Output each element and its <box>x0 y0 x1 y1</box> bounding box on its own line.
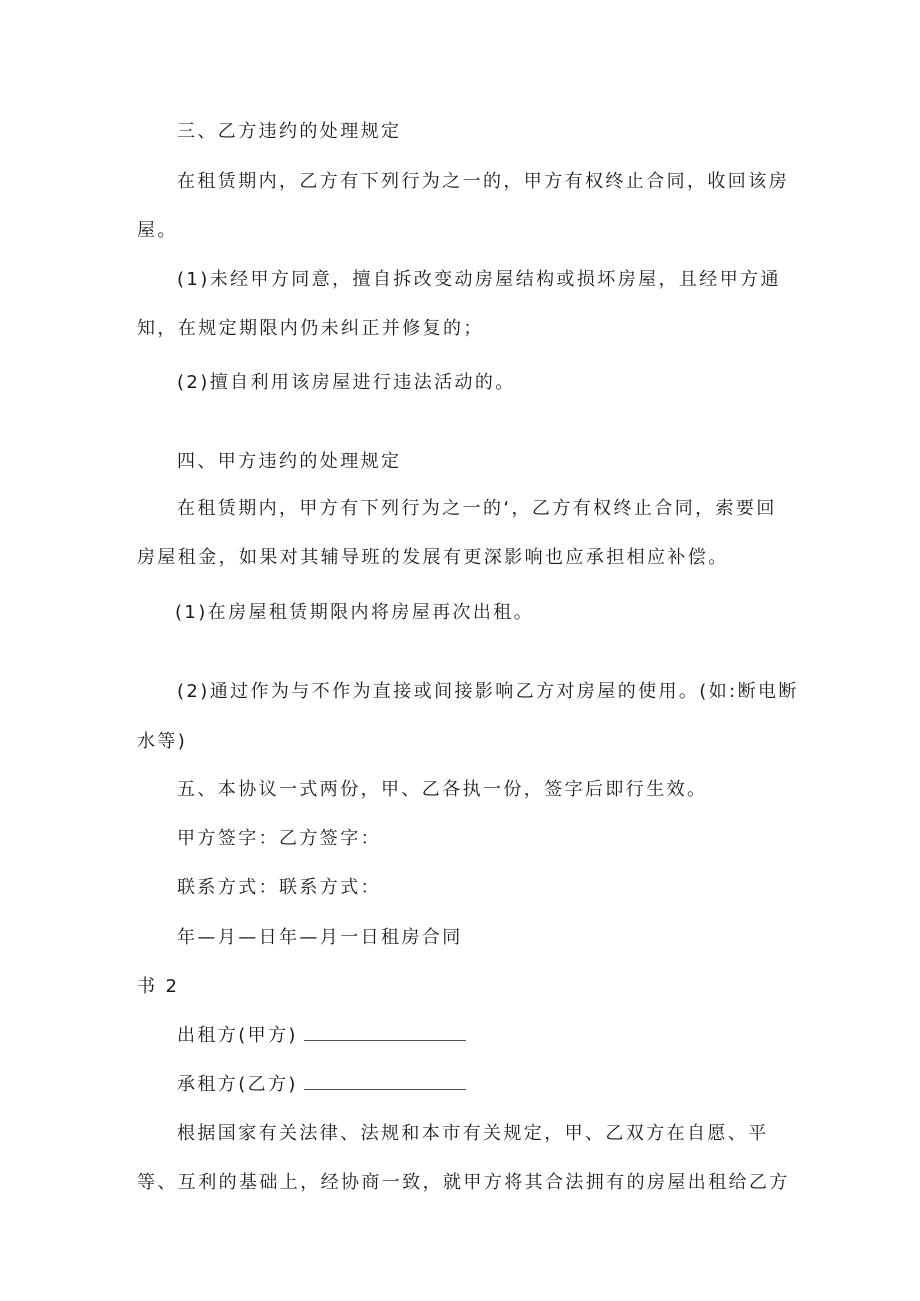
lessor-blank <box>304 1024 466 1041</box>
section-5: 五、本协议一式两份，甲、乙各执一份，签字后即行生效。 <box>177 779 708 800</box>
section-4-item-2-line-2: 水等) <box>137 731 188 752</box>
section-3-intro-line-1: 在租赁期内，乙方有下列行为之一的，甲方有权终止合同，收回该房 <box>177 171 789 192</box>
contacts-line: 联系方式：联系方式： <box>177 877 381 898</box>
section-3-item-1-line-1: (1)未经甲方同意，擅自拆改变动房屋结构或损坏房屋，且经甲方通 <box>177 269 781 290</box>
date-line: 年—月—日年—月一日租房合同 <box>177 927 463 948</box>
lessor-label: 出租方(甲方) <box>177 1025 298 1046</box>
section-4-intro-line-1: 在租赁期内，甲方有下列行为之一的‘，乙方有权终止合同，索要回 <box>177 498 777 519</box>
signatures-line: 甲方签字：乙方签字： <box>177 828 381 849</box>
preamble-line-2: 等、互利的基础上，经协商一致，就甲方将其合法拥有的房屋出租给乙方 <box>137 1172 790 1193</box>
section-4-heading: 四、甲方违约的处理规定 <box>177 451 402 472</box>
lessee-label: 承租方(乙方) <box>177 1074 298 1095</box>
preamble-line-1: 根据国家有关法律、法规和本市有关规定，甲、乙双方在自愿、平 <box>177 1123 769 1144</box>
section-4-item-2-line-1: (2)通过作为与不作为直接或间接影响乙方对房屋的使用。(如:断电断 <box>177 681 799 702</box>
section-3-item-2: (2)擅自利用该房屋进行违法活动的。 <box>177 372 516 393</box>
lessee-line <box>177 1073 466 1097</box>
section-3-heading: 三、乙方违约的处理规定 <box>177 121 402 142</box>
section-4-intro-line-2: 房屋租金，如果对其辅导班的发展有更深影响也应承担相应补偿。 <box>137 547 729 568</box>
section-3-intro-line-2: 屋。 <box>137 220 178 241</box>
lessor-line <box>177 1024 466 1048</box>
lessee-blank <box>304 1073 466 1090</box>
section-4-item-1: (1)在房屋租赁期限内将房屋再次出租。 <box>175 602 535 623</box>
next-document-title: 书 2 <box>137 976 180 997</box>
section-3-item-1-line-2: 知，在规定期限内仍未纠正并修复的； <box>137 318 484 339</box>
